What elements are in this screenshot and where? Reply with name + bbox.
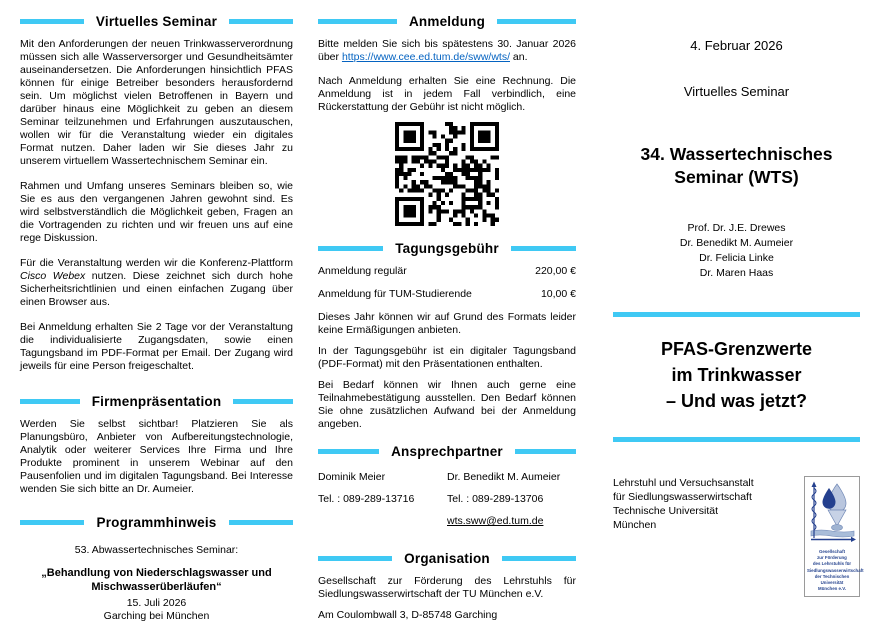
event-title-line1: 34. Wassertechnisches: [640, 144, 833, 164]
heading-bar-left: [20, 19, 84, 24]
logo-text-line: München e.V.: [818, 586, 846, 592]
program-note-line: 53. Abwassertechnisches Seminar:: [74, 544, 239, 556]
program-note-title: „Behandlung von Niederschlagswasser und Mischwasserüberläufen“: [41, 567, 272, 593]
qr-code: [395, 122, 499, 231]
section-title: Firmenpräsentation: [91, 394, 222, 409]
heading-bar-right: [229, 19, 293, 24]
contact-name: Dominik Meier: [318, 471, 386, 483]
organisation-name: Gesellschaft zur Förderung des Lehrstuhls für Siedlungswasserwirtschaft der TU München e.V.: [318, 575, 576, 600]
section-title: Tagungsgebühr: [395, 241, 499, 256]
heading-bar-right: [229, 520, 293, 525]
heading-bar-right: [511, 246, 576, 251]
section-title: Anmeldung: [408, 14, 486, 29]
organisation-address: Am Coulombwall 3, D-85748 Garching: [318, 609, 498, 621]
event-title-line2: Seminar (WTS): [674, 167, 799, 187]
seminar-topic: [613, 336, 860, 414]
heading-bar-right: [502, 556, 576, 561]
program-note-location: Garching bei München: [103, 610, 210, 622]
paragraph-rechnung: Nach Anmeldung erhalten Sie eine Rechnung. Die Anmeldung ist in jedem Fall verbindlich, eine Rückerstattung der Gebühr ist nicht möglich.: [318, 75, 576, 113]
topic-line3: – Und was jetzt?: [665, 391, 808, 411]
panel-right: [613, 14, 864, 597]
fee-price: 220,00 €: [535, 265, 576, 277]
text-post: nutzen. Diese zeichnet sich durch hohe Sicherheitsrichtlinien und einen einfachen Zugang über einen Browser aus.: [20, 270, 293, 308]
text-pre: Für die Veranstaltung werden wir die Konferenz-Plattform: [20, 257, 293, 269]
event-title: [613, 143, 860, 189]
text-pre: Bitte melden Sie sich bis spätestens 30. Januar 2026 über: [318, 38, 576, 63]
speaker-list: [613, 221, 860, 281]
section-heading-firmenpraesentation: [20, 394, 293, 409]
logo-text-line: des Lehrstuhls für: [812, 561, 852, 567]
society-logo: [804, 476, 864, 597]
heading-bar-left: [20, 399, 80, 404]
section-heading-programmhinweis: [20, 515, 293, 530]
paragraph-plattform: [20, 257, 293, 309]
address-line: München: [613, 519, 657, 531]
cisco-webex-label: Cisco Webex: [20, 270, 86, 282]
heading-bar-left: [318, 19, 397, 24]
speaker: Prof. Dr. J.E. Drewes: [687, 222, 786, 234]
section-title: Virtuelles Seminar: [95, 14, 218, 29]
topic-line2: im Trinkwasser: [671, 365, 802, 385]
event-date: 4. Februar 2026: [690, 38, 783, 53]
divider-bar-top: [613, 312, 860, 317]
text-post: an.: [510, 51, 528, 63]
footer-row: [613, 476, 864, 597]
paragraph-intro: Mit den Anforderungen der neuen Trinkwasserverordnung müssen sich alle Wasserversorger und Gesundheitsämter auseinandersetzen. Die Anforderungen hinsichtlich PFAS können für einige Betreiber besonders herausfordernd sein. Um möglichst vielen Betroffenen in Bayern und darüber hinaus eine Möglichkeit zu geben an diesem Seminar teilzunehmen und Erfahrungen auszutauschen, wollen wir für die Veranstaltung wieder ein digitales Format nutzen. Daher laden wir Sie dieses Jahr zu unserem virtuellem Wassertechnischem Seminar ein.: [20, 38, 293, 167]
contact-name: Dr. Benedikt M. Aumeier: [447, 471, 561, 483]
section-title: Ansprechpartner: [391, 444, 503, 459]
logo-text-line: Siedlungswasserwirtschaft: [807, 567, 864, 573]
water-drops-logo-icon: [807, 480, 857, 542]
contact-email-link[interactable]: wts.sww@ed.tum.de: [447, 515, 544, 527]
speaker: Dr. Felicia Linke: [699, 252, 774, 264]
address-line: für Siedlungswasserwirtschaft: [613, 491, 752, 503]
logo-text-line: der Technischen Universität: [814, 573, 850, 586]
chair-address: [613, 476, 754, 532]
fee-note-2: In der Tagungsgebühr ist ein digitaler Tagungsband (PDF-Format) mit den Präsentationen enthalten.: [318, 345, 576, 370]
heading-bar-right: [515, 449, 576, 454]
contact-phone: Tel. : 089-289-13716: [318, 493, 415, 505]
section-heading-ansprechpartner: [318, 444, 576, 459]
section-heading-virtuelles-seminar: [20, 14, 293, 29]
fee-label: Anmeldung regulär: [318, 265, 407, 277]
speaker: Dr. Maren Haas: [699, 267, 774, 279]
fee-label: Anmeldung für TUM-Studierende: [318, 288, 472, 300]
heading-bar-left: [318, 246, 383, 251]
program-note-date: 15. Juli 2026: [126, 597, 187, 609]
logo-text-line: zur Förderung: [817, 555, 847, 561]
contact-dominik-meier: [318, 471, 447, 537]
fee-price: 10,00 €: [540, 288, 576, 300]
fee-row-regular: [318, 265, 576, 278]
fee-note-1: Dieses Jahr können wir auf Grund des Formats leider keine Ermäßigungen anbieten.: [318, 311, 576, 336]
section-title: Programmhinweis: [96, 515, 217, 530]
qr-code-image: [395, 122, 499, 226]
paragraph-rahmen: Rahmen und Umfang unseres Seminars bleiben so, wie Sie es aus den vergangenen Jahren gewohnt sind. Es wird selbstverständlich die Möglichkeit geben, Fragen an die Vortragenden zu richten und wir freuen uns auf eine rege Diskussion.: [20, 180, 293, 244]
contact-benedikt-aumeier: [447, 471, 576, 537]
heading-bar-left: [318, 556, 392, 561]
paragraph-firmen: Werden Sie selbst sichtbar! Platzieren Sie als Planungsbüro, Anbieter von Aufbereitungstechnologie, Analytik oder weiterer Services Ihre Firma und Ihre Produkte prominent in unserem Webinar auf den Pausenfolien und im digitalen Tagungsband. Bei Interesse wenden Sie sich bitte an Dr. Aumeier.: [20, 418, 293, 495]
paragraph-zugang: Bei Anmeldung erhalten Sie 2 Tage vor der Veranstaltung die individualisierte Zugangsdaten, sowie einen Tagungsband im PDF-Format per Email. Der Zugang wird jeweils für eine Person freigeschaltet.: [20, 321, 293, 372]
heading-bar-right: [233, 399, 293, 404]
address-line: Lehrstuhl und Versuchsanstalt: [613, 477, 754, 489]
contact-phone: Tel. : 089-289-13706: [447, 493, 544, 505]
heading-bar-right: [497, 19, 576, 24]
section-heading-anmeldung: [318, 14, 576, 29]
section-heading-tagungsgebuehr: [318, 241, 576, 256]
panel-middle: [318, 14, 576, 630]
divider-bar-bottom: [613, 437, 860, 442]
society-logo-text: [807, 549, 864, 592]
panel-left: [20, 14, 293, 623]
section-heading-organisation: [318, 551, 576, 566]
topic-line1: PFAS-Grenzwerte: [660, 339, 813, 359]
paragraph-anmeldung: [318, 38, 576, 64]
speaker: Dr. Benedikt M. Aumeier: [679, 237, 794, 249]
address-line: Technische Universität: [613, 505, 719, 517]
contact-columns: [318, 471, 576, 537]
heading-bar-left: [20, 520, 84, 525]
logo-text-line: Gesellschaft: [818, 549, 846, 554]
event-format: Virtuelles Seminar: [683, 84, 790, 99]
fee-note-3: Bei Bedarf können wir Ihnen auch gerne eine Teilnahmebestätigung ausstellen. Den Bedarf können Sie ohne zusätzlichen Aufwand bei der Anmeldung angeben.: [318, 379, 576, 430]
registration-url-link[interactable]: https://www.cee.ed.tum.de/sww/wts/: [341, 51, 510, 63]
heading-bar-left: [318, 449, 379, 454]
fee-row-students: [318, 288, 576, 301]
section-title: Organisation: [404, 551, 490, 566]
